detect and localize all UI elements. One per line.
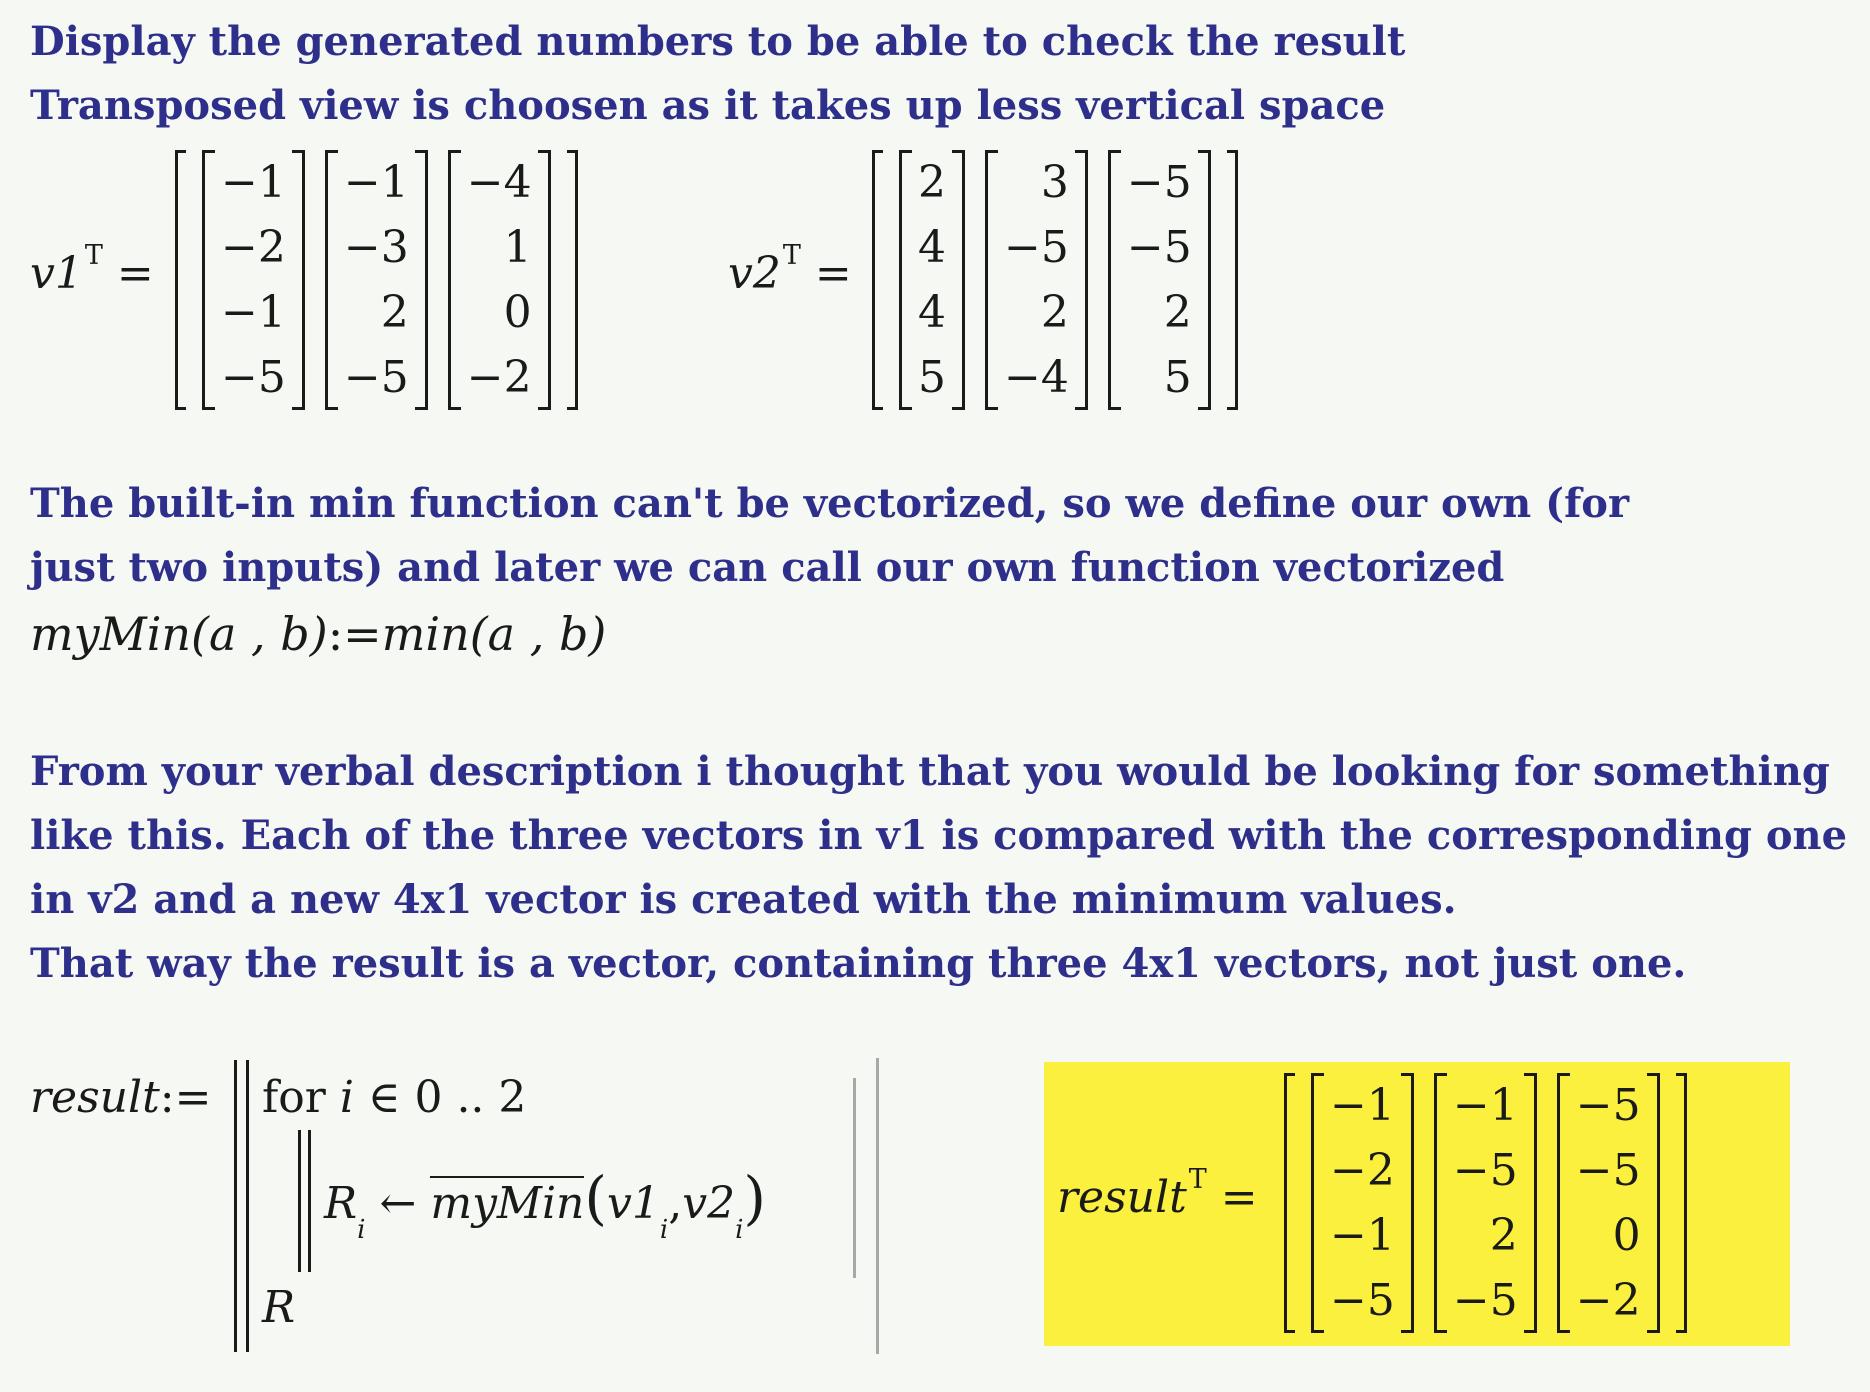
v2-vector-1-cell-0: 3 — [1040, 157, 1069, 208]
v1-vector-0-cell-1: −2 — [221, 222, 286, 273]
v1-vector-2 — [448, 150, 551, 410]
return-var: R — [262, 1282, 296, 1333]
v1-vector-2-cell-1: 1 — [503, 222, 532, 273]
mymin-lhs: myMin — [30, 607, 192, 661]
v1-matrix — [175, 150, 578, 410]
result_display-vector-1 — [1434, 1073, 1537, 1333]
mymin-rhs: min — [381, 607, 470, 661]
result-matrix — [1284, 1073, 1687, 1333]
mymin-definition — [30, 607, 606, 661]
v2-vector-1-cell-2: 2 — [1040, 287, 1069, 338]
in-symbol: ∈ — [367, 1072, 401, 1123]
result-assign-label — [30, 1072, 211, 1123]
arg2-sub: i — [735, 1215, 744, 1245]
result-display-label — [1057, 1164, 1258, 1223]
v1-vector-0-cell-2: −1 — [221, 287, 286, 338]
arg1-sub: i — [659, 1215, 669, 1245]
result_display-vector-0-cell-2: −1 — [1330, 1210, 1395, 1261]
result_display-vector-2 — [1557, 1073, 1660, 1333]
vector-cells — [215, 150, 292, 410]
v2-transpose: T — [782, 240, 801, 271]
vector-bracket-left — [985, 150, 998, 410]
vector-bracket-left — [1434, 1073, 1447, 1333]
v2-label — [728, 240, 852, 299]
arg-comma: , — [668, 1178, 683, 1229]
program-bar-outer-2 — [246, 1060, 249, 1352]
v2-matrix — [872, 150, 1238, 410]
loop-range: 0 .. 2 — [414, 1072, 527, 1123]
result_display-vector-0 — [1311, 1073, 1414, 1333]
result_display-outer-bracket-right — [1676, 1073, 1687, 1333]
vector-cells — [1570, 1073, 1647, 1333]
vector-cells — [1324, 1073, 1401, 1333]
call-name: myMin — [430, 1178, 585, 1229]
result-assign: := — [159, 1072, 212, 1123]
v2-outer-bracket-right — [1227, 150, 1238, 410]
program-bar-inner-2 — [308, 1130, 311, 1272]
vector-bracket-left — [202, 150, 215, 410]
vector-bracket-right — [538, 150, 551, 410]
v2-vector-2-cell-3: 5 — [1163, 352, 1192, 403]
v2-vector-2-cell-0: −5 — [1126, 157, 1192, 208]
v2-vector-1 — [985, 150, 1088, 410]
vector-bracket-left — [1557, 1073, 1570, 1333]
v1-equals: = — [116, 248, 154, 299]
verbal-line-1: From your verbal description i thought that you would be looking for something — [30, 748, 1830, 795]
vector-bracket-right — [1524, 1073, 1537, 1333]
v1-vector-1-cell-3: −5 — [343, 352, 409, 403]
vector-bracket-right — [292, 150, 305, 410]
vector-bracket-right — [415, 150, 428, 410]
v2-vector-0-cell-3: 5 — [918, 352, 946, 403]
result_display-vector-1-cell-1: −5 — [1452, 1145, 1518, 1196]
verbal-line-2: like this. Each of the three vectors in v1 is compared with the corresponding one — [30, 812, 1848, 859]
intro-line-2: Transposed view is choosen as it takes up less vertical space — [30, 82, 1386, 129]
result_display-vector-2-cell-3: −2 — [1575, 1275, 1641, 1326]
target-sub: i — [357, 1215, 366, 1245]
v2-vector-0-cell-2: 4 — [918, 287, 946, 338]
program-bar-right-2 — [876, 1058, 879, 1354]
vector-bracket-right — [1198, 150, 1211, 410]
v2-vector-0 — [899, 150, 965, 410]
vector-cells — [912, 150, 952, 410]
v2-vector-0-cell-1: 4 — [918, 222, 946, 273]
v1-vector-2-cell-0: −4 — [466, 157, 532, 208]
verbal-note — [30, 740, 1847, 996]
result_display-vector-0-cell-0: −1 — [1330, 1080, 1395, 1131]
result-name: result — [30, 1072, 160, 1123]
result_display-vector-1-cell-2: 2 — [1489, 1210, 1518, 1261]
verbal-line-3: in v2 and a new 4x1 vector is created with the minimum values. — [30, 876, 1457, 923]
vector-bracket-left — [899, 150, 912, 410]
result-display-equals: = — [1220, 1172, 1258, 1223]
v1-vector-2-cell-3: −2 — [466, 352, 532, 403]
v1-outer-bracket-right — [567, 150, 578, 410]
result_display-outer-bracket-left — [1284, 1073, 1295, 1333]
v1-vector-0-cell-0: −1 — [221, 157, 286, 208]
result_display-vector-0-cell-3: −5 — [1330, 1275, 1395, 1326]
program-for-line — [262, 1072, 526, 1123]
v2-vector-2 — [1108, 150, 1211, 410]
v1-transpose: T — [84, 240, 103, 271]
target-var: R — [324, 1178, 358, 1229]
result_display-vector-1-cell-3: −5 — [1452, 1275, 1518, 1326]
result-display-transpose: T — [1188, 1164, 1207, 1195]
vector-cells — [338, 150, 415, 410]
arg2: v2 — [682, 1178, 736, 1229]
v1-vector-2-cell-2: 0 — [503, 287, 532, 338]
vector-bracket-right — [1075, 150, 1088, 410]
v1-name: v1 — [30, 248, 83, 299]
v2-name: v2 — [728, 248, 781, 299]
min-explain-line-2: just two inputs) and later we can call our own function vectorized — [30, 544, 1505, 591]
vector-bracket-right — [1647, 1073, 1660, 1333]
v1-vector-1-cell-0: −1 — [343, 157, 409, 208]
v1-vector-0 — [202, 150, 305, 410]
v1-vector-1 — [325, 150, 428, 410]
vector-bracket-right — [1401, 1073, 1414, 1333]
vector-bracket-left — [448, 150, 461, 410]
result-display-name: result — [1057, 1172, 1187, 1223]
v2-equals: = — [814, 248, 852, 299]
v2-vector-1-cell-3: −4 — [1004, 352, 1069, 403]
min-explain-line-1: The built-in min function can't be vectorized, so we define our own (for — [30, 480, 1630, 527]
v2-vector-2-cell-1: −5 — [1126, 222, 1192, 273]
min-explain-note — [30, 472, 1629, 600]
vector-bracket-right — [952, 150, 965, 410]
vector-bracket-left — [1108, 150, 1121, 410]
v2-vector-1-cell-1: −5 — [1004, 222, 1069, 273]
vector-bracket-left — [325, 150, 338, 410]
mymin-lhs-args: (a , b) — [191, 607, 328, 661]
result_display-vector-2-cell-0: −5 — [1575, 1080, 1641, 1131]
v2-vector-2-cell-2: 2 — [1163, 287, 1192, 338]
verbal-line-4: That way the result is a vector, containing three 4x1 vectors, not just one. — [30, 940, 1687, 987]
v1-label — [30, 240, 154, 299]
result_display-vector-2-cell-1: −5 — [1575, 1145, 1641, 1196]
mymin-rhs-args: (a , b) — [469, 607, 607, 661]
result_display-vector-1-cell-0: −1 — [1452, 1080, 1518, 1131]
v1-vector-1-cell-2: 2 — [380, 287, 409, 338]
program-bar-inner-1 — [298, 1130, 301, 1272]
assign-arrow: ← — [379, 1178, 417, 1229]
program-body-line: $R_i$ ← $myMin(v1_i,v2_i)$ — [324, 1164, 767, 1245]
vector-cells — [1121, 150, 1198, 410]
vector-cells — [998, 150, 1075, 410]
intro-line-1: Display the generated numbers to be able to check the result — [30, 18, 1406, 65]
v2-outer-bracket-left — [872, 150, 883, 410]
program-bar-outer-1 — [234, 1060, 237, 1352]
result_display-vector-2-cell-2: 0 — [1612, 1210, 1641, 1261]
v2-vector-0-cell-0: 2 — [918, 157, 946, 208]
program-return-line — [262, 1282, 295, 1333]
for-keyword: for — [262, 1072, 326, 1123]
vector-bracket-left — [1311, 1073, 1324, 1333]
v1-outer-bracket-left — [175, 150, 186, 410]
vector-cells — [1447, 1073, 1524, 1333]
v1-vector-1-cell-1: −3 — [343, 222, 409, 273]
program-bar-right-1 — [853, 1078, 856, 1278]
intro-note — [30, 10, 1405, 138]
arg1: v1 — [607, 1178, 660, 1229]
mymin-assign: := — [327, 607, 382, 661]
loop-var: i — [339, 1072, 354, 1123]
v1-vector-0-cell-3: −5 — [221, 352, 286, 403]
vector-cells — [461, 150, 538, 410]
result_display-vector-0-cell-1: −2 — [1330, 1145, 1395, 1196]
